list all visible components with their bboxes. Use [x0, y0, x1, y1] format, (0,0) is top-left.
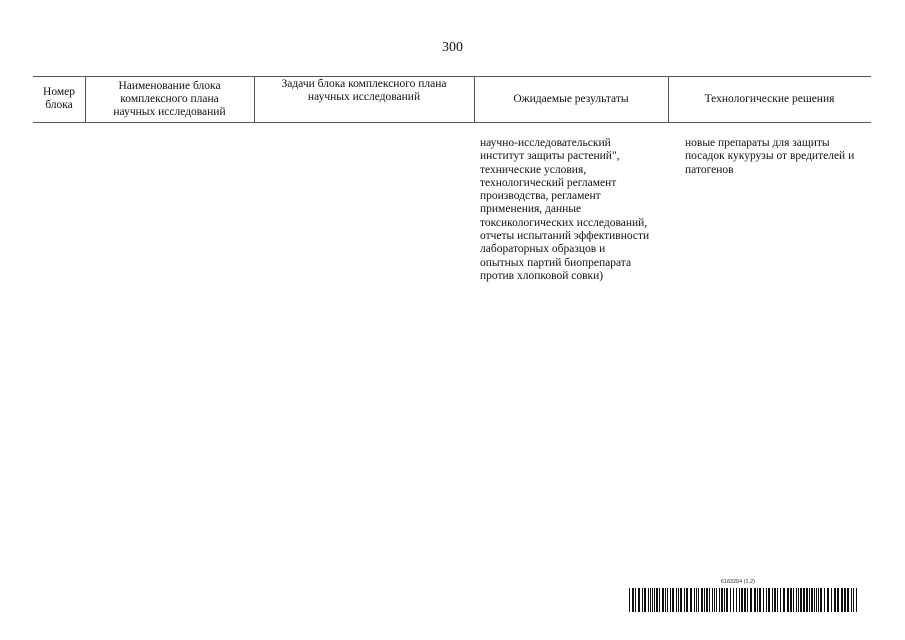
- table-header-bottom-rule: [33, 122, 871, 123]
- header-block-number: [33, 76, 85, 122]
- header-block-name: [85, 76, 254, 122]
- header-block-name-text: Наименование блока комплексного плана научных исследований: [113, 79, 226, 118]
- header-block-number-text: Номер блока: [43, 86, 75, 111]
- cell-expected-results: научно-исследовательский институт защиты растений", технические условия, технологический регламент производства, регламент применения, данные токсикологических исследований, отчеты испытаний эффективности лабораторных образцов и опытных партий биопрепарата против хлопковой совки): [480, 137, 650, 282]
- page-number: 300: [442, 40, 463, 55]
- header-expected-results: [474, 76, 668, 122]
- cell-tech-solutions: новые препараты для защиты посадок кукурузы от вредителей и патогенов: [685, 137, 855, 176]
- barcode-icon: [629, 588, 859, 612]
- barcode: [629, 579, 859, 613]
- header-tech-solutions-text: Технологические решения: [704, 92, 835, 105]
- header-block-tasks-text: Задачи блока комплексного плана научных исследований: [281, 78, 447, 103]
- header-expected-results-text: Ожидаемые результаты: [513, 92, 629, 105]
- header-block-tasks: [254, 76, 474, 122]
- barcode-caption: 6183284 (1.2): [720, 579, 755, 585]
- header-tech-solutions: [668, 76, 871, 122]
